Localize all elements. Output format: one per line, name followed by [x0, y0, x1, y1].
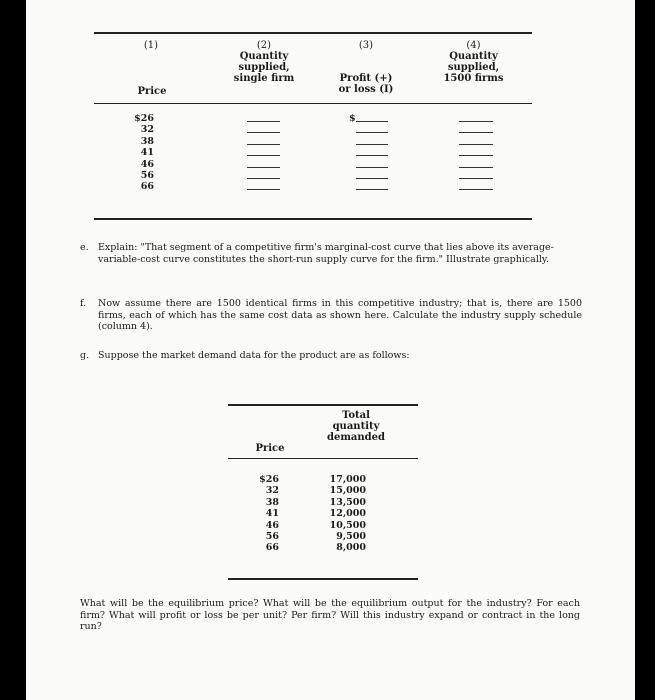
table1-price: 46: [140, 158, 154, 170]
table2-price: 38: [265, 496, 279, 508]
answer-blank[interactable]: [247, 181, 280, 192]
table1-quantity-industry-blanks: [459, 113, 493, 193]
table1-header-rule: [94, 103, 532, 104]
table2-qty-header-line1: Total: [342, 410, 370, 421]
table1-price: 32: [140, 124, 154, 136]
table2-price: 41: [265, 508, 279, 520]
table2-quantity: 8,000: [336, 542, 366, 554]
table1-header-col1-label: [122, 86, 182, 97]
textbook-page: [26, 0, 635, 700]
table2-quantity: 10,500: [329, 519, 366, 531]
question-e-label: e.: [80, 242, 89, 253]
answer-blank[interactable]: [459, 136, 493, 147]
question-g-text: Suppose the market demand data for the product are as follows:: [98, 350, 410, 361]
table2-price-column: [253, 474, 279, 554]
col1-label: Price: [137, 86, 167, 97]
answer-blank[interactable]: [459, 170, 493, 181]
table1-price: 38: [140, 135, 154, 147]
table1-header-col3: [326, 40, 406, 95]
table1-price: 56: [140, 170, 154, 182]
col4-label-line2: supplied,: [447, 62, 500, 73]
final-question-text: What will be the equilibrium price? What will be the equilibrium output for the industry? For each firm? What will profit or loss be per unit? Per firm? Will this industry expand or contract in the long run?: [80, 598, 580, 632]
table2-header-price: Price: [255, 443, 285, 454]
col2-number: (2): [256, 40, 272, 51]
question-g-label: g.: [80, 350, 90, 361]
col3-label-line2: or loss (I): [338, 84, 394, 95]
table1-price-column: [130, 113, 154, 193]
answer-blank[interactable]: [247, 170, 280, 181]
table2-price: 46: [265, 519, 279, 531]
answer-blank[interactable]: [356, 170, 388, 181]
table1-profit-blanks: [356, 113, 388, 193]
table2-quantity: 17,000: [329, 474, 366, 485]
answer-blank[interactable]: [459, 181, 493, 192]
answer-blank[interactable]: [356, 159, 388, 170]
answer-blank[interactable]: [356, 181, 388, 192]
table2-price: $26: [259, 474, 279, 485]
table2-top-rule: [228, 404, 418, 406]
answer-blank[interactable]: [247, 113, 280, 124]
table1-header-col4: [431, 40, 516, 84]
answer-blank[interactable]: [356, 124, 388, 135]
profit-dollar-sign: $: [349, 113, 356, 124]
answer-blank[interactable]: [247, 124, 280, 135]
table2-quantity: 13,500: [329, 496, 366, 508]
answer-blank[interactable]: [459, 124, 493, 135]
table2-quantity-column: [318, 474, 366, 554]
table1-quantity-single-blanks: [247, 113, 280, 193]
table1-bottom-rule: [94, 218, 532, 220]
answer-blank[interactable]: [356, 147, 388, 158]
answer-blank[interactable]: [356, 113, 388, 124]
table1-price: 66: [140, 181, 154, 193]
answer-blank[interactable]: [247, 147, 280, 158]
table2-quantity: 9,500: [336, 531, 366, 543]
table1-header-col1: [126, 40, 176, 51]
col4-label-line3: 1500 firms: [443, 73, 504, 84]
answer-blank[interactable]: [459, 159, 493, 170]
table2-header-qty: [317, 410, 395, 443]
table2-quantity: 12,000: [329, 508, 366, 520]
col1-number: (1): [143, 40, 159, 51]
answer-blank[interactable]: [247, 136, 280, 147]
table2-qty-header-line3: demanded: [326, 432, 386, 443]
answer-blank[interactable]: [356, 136, 388, 147]
table2-bottom-rule: [228, 578, 418, 580]
table2-price: 56: [265, 531, 279, 543]
answer-blank[interactable]: [459, 113, 493, 124]
answer-blank[interactable]: [459, 147, 493, 158]
table1-top-rule: [94, 32, 532, 34]
col4-number: (4): [466, 40, 481, 51]
table2-qty-header-line2: quantity: [332, 421, 380, 432]
table1-header-col2: [224, 40, 304, 84]
table2-header-rule: [228, 458, 418, 459]
table2-quantity: 15,000: [329, 485, 366, 497]
table1-price: $26: [134, 113, 154, 124]
question-f-label: f.: [80, 298, 87, 309]
table1-price: 41: [140, 147, 154, 159]
col2-label-line3: single firm: [233, 73, 295, 84]
col3-label-line1: Profit (+): [339, 73, 393, 84]
answer-blank[interactable]: [247, 159, 280, 170]
question-e-text: Explain: "That segment of a competitive firm's marginal-cost curve that lies above its average-variable-cost curve constitutes the short-run supply curve for the firm." Illustrate graphically.: [98, 242, 554, 265]
col3-number: (3): [358, 40, 374, 51]
table2-price: 32: [265, 485, 279, 497]
col2-label-line1: Quantity: [239, 51, 289, 62]
col2-label-line2: supplied,: [238, 62, 290, 73]
table2-price: 66: [265, 542, 279, 554]
col4-label-line1: Quantity: [449, 51, 498, 62]
question-f-text: Now assume there are 1500 identical firms in this competitive industry; that is, there are 1500 firms, each of which has the same cost data as shown here. Calculate the industry supply schedule (column 4).: [98, 298, 582, 332]
